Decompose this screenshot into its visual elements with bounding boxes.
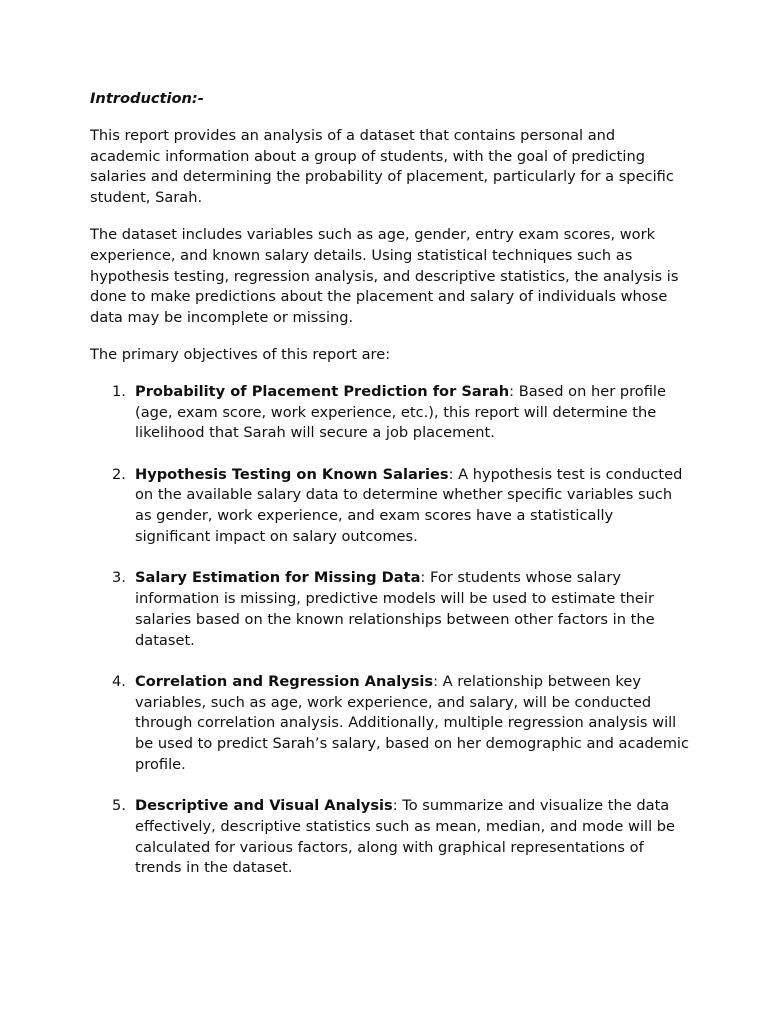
objective-title: Hypothesis Testing on Known Salaries [135,465,449,483]
objectives-list [90,382,690,880]
objective-title: Probability of Placement Prediction for Sarah [135,382,510,400]
objective-item [90,672,690,776]
objective-number: 4. [112,672,126,690]
objective-text: : A relationship between key variables, such as age, work experience, and salary, will be conducted through correlation analysis. Additionally, multiple regression analysis will be used to predict Sarah’s salary, based on her demographic and academic profile. [135,672,690,773]
objective-number: 1. [112,382,126,400]
objective-number: 2. [112,465,126,483]
objective-item [90,796,690,879]
objective-text: : Based on her profile (age, exam score, work experience, etc.), this report will determine the likelihood that Sarah will secure a job placement. [135,382,666,442]
objective-text: : For students whose salary information is missing, predictive models will be used to estimate their salaries based on the known relationships between other factors in the dataset. [135,569,655,649]
objective-text: : A hypothesis test is conducted on the available salary data to determine whether specific variables such as gender, work experience, and exam scores have a statistically significant impact on salary outcomes. [135,465,683,545]
objectives-intro-paragraph: The primary objectives of this report are: [90,345,391,363]
section-heading: Introduction:- [90,90,204,107]
objective-number: 5. [112,797,126,815]
objective-item [90,568,690,651]
intro-paragraph: This report provides an analysis of a dataset that contains personal and academic information about a group of students, with the goal of predicting salaries and determining the probability of placement, particularly for a specific student, Sarah. [90,126,674,207]
document-page [90,89,690,900]
objective-title: Salary Estimation for Missing Data [135,569,421,587]
objective-title: Correlation and Regression Analysis [135,672,434,690]
objective-title: Descriptive and Visual Analysis [135,797,393,815]
objective-item [90,465,690,548]
objective-text: : To summarize and visualize the data effectively, descriptive statistics such as mean, median, and mode will be calculated for various factors, along with graphical representations of trends in the dataset. [135,797,676,877]
objective-number: 3. [112,569,126,587]
dataset-paragraph: The dataset includes variables such as age, gender, entry exam scores, work experience, and known salary details. Using statistical techniques such as hypothesis testing, regression analysis, and descriptive statistics, the analysis is done to make predictions about the placement and salary of individuals whose data may be incomplete or missing. [90,225,679,327]
objective-item [90,382,690,444]
